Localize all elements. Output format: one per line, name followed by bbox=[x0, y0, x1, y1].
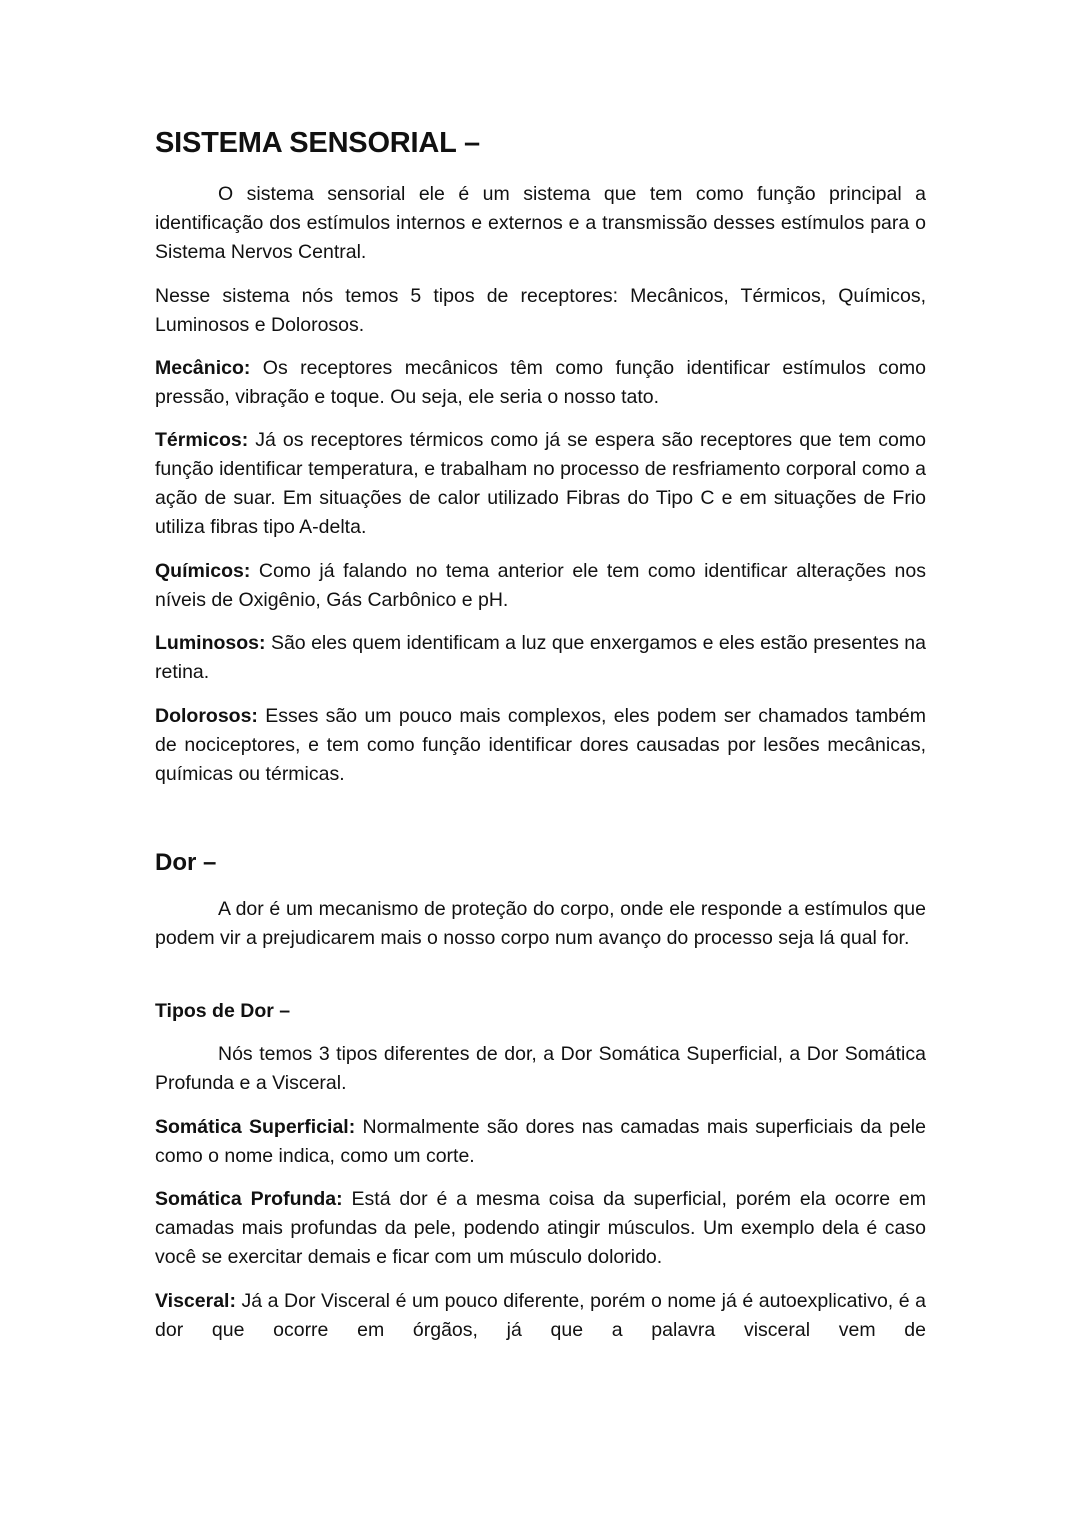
term-somatica-superficial: Somática Superficial: bbox=[155, 1116, 356, 1138]
definition-termicos: Já os receptores térmicos como já se espera são receptores que tem como função identificar temperatura, e trabalham no processo de resfriamento corporal como a ação de suar. Em situações de calor utilizado Fibras do Tipo C e em situações de Frio utiliza fibras tipo A-delta. bbox=[155, 429, 926, 538]
section-title-sistema-sensorial: SISTEMA SENSORIAL – bbox=[155, 127, 480, 159]
paragraph-receptor-dolorosos bbox=[155, 702, 926, 789]
term-quimicos: Químicos: bbox=[155, 560, 251, 582]
paragraph-receptor-types-summary: Nesse sistema nós temos 5 tipos de receptores: Mecânicos, Térmicos, Químicos, Luminosos e Dolorosos. bbox=[155, 285, 926, 336]
paragraph-sistema-sensorial-intro: O sistema sensorial ele é um sistema que tem como função principal a identificação dos estímulos internos e externos e a transmissão desses estímulos para o Sistema Nervos Central. bbox=[155, 183, 926, 263]
term-mecanico: Mecânico: bbox=[155, 357, 251, 379]
definition-somatica-profunda: Está dor é a mesma coisa da superficial, porém ela ocorre em camadas mais profundas da pele, podendo atingir músculos. Um exemplo dela é caso você se exercitar demais e ficar com um músculo dolorido. bbox=[155, 1188, 926, 1268]
definition-quimicos: Como já falando no tema anterior ele tem como identificar alterações nos níveis de Oxigênio, Gás Carbônico e pH. bbox=[155, 560, 926, 611]
paragraph-receptor-mecanico bbox=[155, 354, 926, 412]
term-visceral: Visceral: bbox=[155, 1290, 236, 1312]
term-luminosos: Luminosos: bbox=[155, 632, 266, 654]
definition-visceral: Já a Dor Visceral é um pouco diferente, porém o nome já é autoexplicativo, é a dor que ocorre em órgãos, já que a palavra visceral vem de bbox=[155, 1290, 926, 1341]
definition-mecanico: Os receptores mecânicos têm como função identificar estímulos como pressão, vibração e toque. Ou seja, ele seria o nosso tato. bbox=[155, 357, 926, 408]
term-somatica-profunda: Somática Profunda: bbox=[155, 1188, 343, 1210]
subsection-title-tipos-de-dor: Tipos de Dor – bbox=[155, 1000, 291, 1022]
definition-somatica-superficial: Normalmente são dores nas camadas mais superficiais da pele como o nome indica, como um corte. bbox=[155, 1116, 926, 1167]
paragraph-receptor-termicos bbox=[155, 426, 926, 542]
paragraph-dor-visceral bbox=[155, 1287, 926, 1345]
paragraph-dor-somatica-superficial bbox=[155, 1113, 926, 1171]
definition-luminosos: São eles quem identificam a luz que enxergamos e eles estão presentes na retina. bbox=[155, 632, 926, 683]
paragraph-dor-intro: A dor é um mecanismo de proteção do corpo, onde ele responde a estímulos que podem vir a prejudicarem mais o nosso corpo num avanço do processo seja lá qual for. bbox=[155, 898, 926, 949]
section-title-dor: Dor – bbox=[155, 849, 217, 876]
term-dolorosos: Dolorosos: bbox=[155, 705, 258, 727]
paragraph-dor-somatica-profunda bbox=[155, 1185, 926, 1272]
paragraph-tipos-de-dor-intro: Nós temos 3 tipos diferentes de dor, a Dor Somática Superficial, a Dor Somática Profunda e a Visceral. bbox=[155, 1043, 926, 1094]
paragraph-receptor-quimicos bbox=[155, 557, 926, 615]
term-termicos: Térmicos: bbox=[155, 429, 249, 451]
definition-dolorosos: Esses são um pouco mais complexos, eles podem ser chamados também de nociceptores, e tem como função identificar dores causadas por lesões mecânicas, químicas ou térmicas. bbox=[155, 705, 926, 785]
paragraph-receptor-luminosos bbox=[155, 629, 926, 687]
